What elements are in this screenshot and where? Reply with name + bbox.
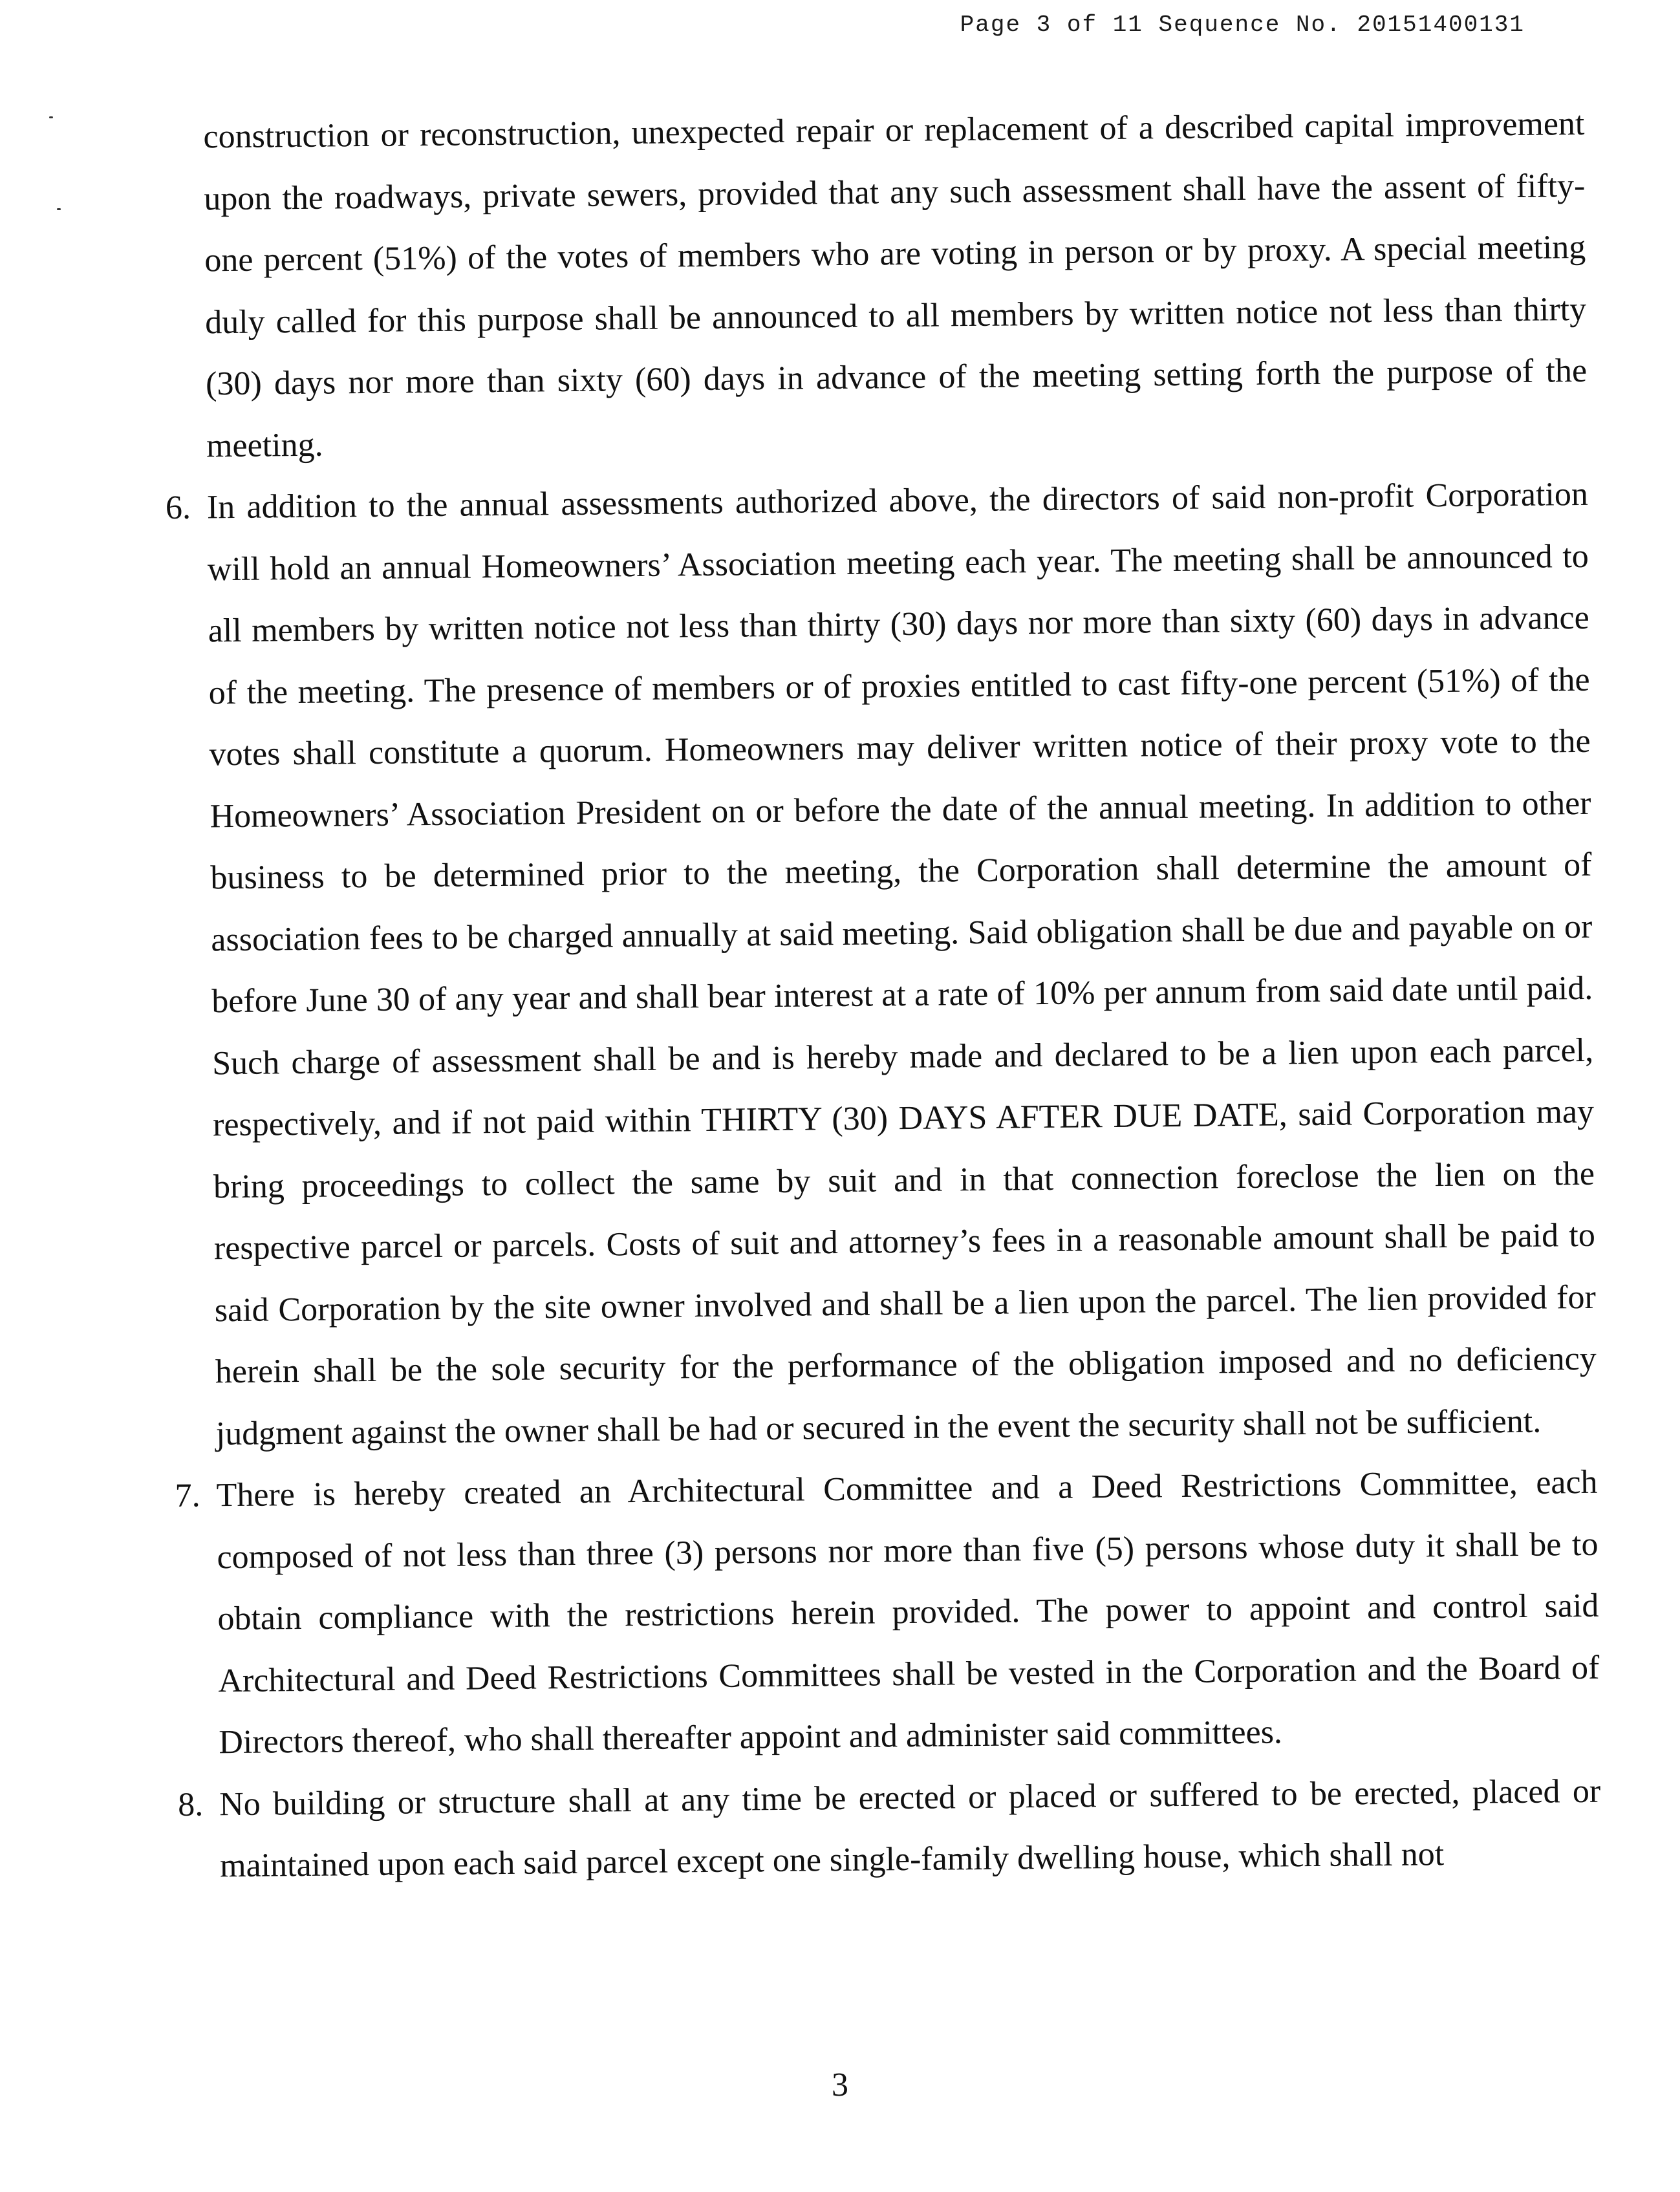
document-body (162, 93, 1601, 1897)
scan-speck (57, 208, 61, 210)
list-item-6 (166, 464, 1598, 1465)
item-number: 7. (175, 1477, 200, 1514)
item-text: In addition to the annual assessments authorized above, the directors of said non-profit Corporation will hold an annual Homeowners’ Association meeting each year. The meeting shall be announced to all members by written notice not less than thirty (30) days nor more than sixty (60) days in advance of the meeting. The presence of members or of proxies entitled to cast fifty-one percent (51%) of the votes shall constitute a quorum. Homeowners may deliver written notice of their proxy vote to the Homeowners’ Association President on or before the date of the annual meeting. In addition to other business to be determined prior to the meeting, the Corporation shall determine the amount of association fees to be charged annually at said meeting. Said obligation shall be due and payable on or before June 30 of any year and shall bear interest at a rate of 10% per annum from said date until paid. Such charge of assessment shall be and is hereby made and declared to be a lien upon each parcel, respectively, and if not paid within THIRTY (30) DAYS AFTER DUE DATE, said Corporation may bring proceedings to collect the same by suit and in that connection foreclose the lien on the respective parcel or parcels. Costs of suit and attorney’s fees in a reasonable amount shall be paid to said Corporation by the site owner involved and shall be a lien upon the parcel. The lien provided for herein shall be the sole security for the performance of the obligation imposed and no deficiency judgment against the owner shall be had or secured in the event the security shall not be sufficient. (206, 475, 1597, 1452)
page-sequence-header: Page 3 of 11 Sequence No. 20151400131 (960, 12, 1525, 38)
continued-paragraph: construction or reconstruction, unexpected repair or replacement of a described capital improvement upon the roadways, private sewers, provided that any such assessment shall have the assent of fifty-one percent (51%) of the votes of members who are voting in person or by proxy. A special meeting duly called for this purpose shall be announced to all members by written notice not less than thirty (30) days nor more than sixty (60) days in advance of the meeting setting forth the purpose of the meeting. (203, 105, 1588, 464)
page-number: 3 (832, 2067, 848, 2103)
list-item-8 (178, 1760, 1602, 1897)
item-number: 6. (165, 489, 191, 526)
scan-speck (49, 116, 53, 118)
list-item-7 (175, 1452, 1600, 1774)
item-text: There is hereby created an Architectural Committee and a Deed Restrictions Committee, each composed of not less than three (3) persons nor more than five (5) persons whose duty it shall be to obtain compliance with the restrictions herein provided. The power to appoint and control said Architectural and Deed Restrictions Committees shall be vested in the Corporation and the Board of Directors thereof, who shall thereafter appoint and administer said committees. (216, 1463, 1600, 1761)
item-number: 8. (177, 1786, 204, 1823)
item-text: No building or structure shall at any time be erected or placed or suffered to be erected, placed or maintained upon each said parcel except one single-family dwelling house, which shall not (219, 1772, 1601, 1885)
